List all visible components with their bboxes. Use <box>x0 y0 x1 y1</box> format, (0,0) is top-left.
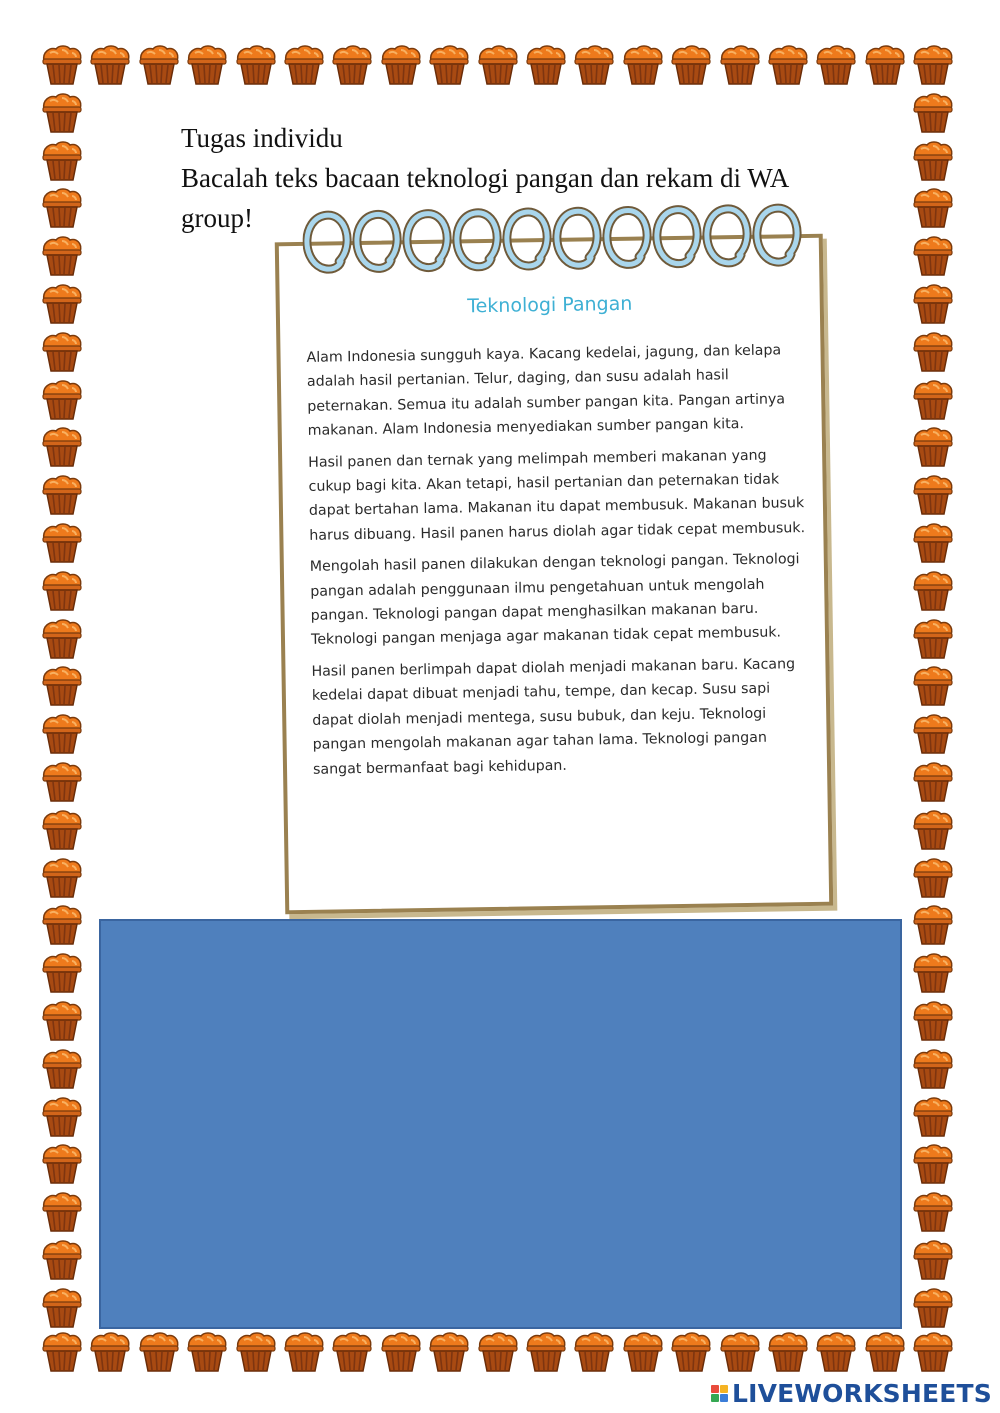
muffin-icon <box>234 44 278 86</box>
logo-text: LIVEWORKSHEETS <box>731 1378 992 1408</box>
spiral-ring-icon <box>506 212 547 267</box>
muffin-icon <box>88 44 132 86</box>
muffin-icon <box>911 904 955 946</box>
muffin-icon <box>476 1331 520 1373</box>
muffin-icon <box>40 474 84 516</box>
muffin-icon <box>476 44 520 86</box>
muffin-icon <box>40 1096 84 1138</box>
spiral-ring-icon <box>357 214 398 269</box>
muffin-icon <box>911 92 955 134</box>
muffin-icon <box>863 1331 907 1373</box>
muffin-icon <box>621 44 665 86</box>
muffin-icon <box>911 187 955 229</box>
notebook-card <box>275 234 833 915</box>
paragraph: Hasil panen dan ternak yang melimpah memberi makanan yang cukup bagi kita. Akan tetapi, hasil pertanian dan peternakan tidak dapat bertahan lama. Makanan itu dapat membusuk. Makanan busuk harus dibuang. Hasil panen harus diolah agar tidak cepat membusuk. <box>308 447 806 544</box>
notebook-title: Teknologi Pangan <box>467 292 633 318</box>
muffin-icon <box>40 1239 84 1281</box>
muffin-icon <box>40 379 84 421</box>
muffin-icon <box>572 44 616 86</box>
muffin-icon <box>911 1143 955 1185</box>
muffin-icon <box>40 857 84 899</box>
spiral-ring-icon <box>406 213 447 268</box>
muffin-icon <box>911 522 955 564</box>
notebook-body <box>306 338 809 789</box>
spiral-ring-icon <box>656 209 697 264</box>
spiral-ring-icon <box>606 210 647 265</box>
muffin-icon <box>40 1143 84 1185</box>
muffin-icon <box>40 522 84 564</box>
muffin-icon <box>911 857 955 899</box>
spiral-ring-icon <box>756 208 797 263</box>
paragraph: Hasil panen berlimpah dapat diolah menjadi makanan baru. Kacang kedelai dapat dibuat menjadi tahu, tempe, dan kecap. Susu sapi dapat diolah menjadi mentega, susu bubuk, dan keju. Teknologi pangan mengolah makanan agar tahan lama. Teknologi pangan sangat bermanfaat bagi kehidupan. <box>311 656 796 778</box>
muffin-icon <box>863 44 907 86</box>
muffin-icon <box>40 331 84 373</box>
muffin-icon <box>766 1331 810 1373</box>
muffin-icon <box>234 1331 278 1373</box>
muffin-icon <box>40 570 84 612</box>
muffin-icon <box>911 1048 955 1090</box>
muffin-icon <box>40 187 84 229</box>
spiral-ring-icon <box>307 215 348 270</box>
muffin-icon <box>379 44 423 86</box>
muffin-icon <box>40 283 84 325</box>
muffin-icon <box>814 1331 858 1373</box>
muffin-icon <box>669 44 713 86</box>
muffin-icon <box>524 1331 568 1373</box>
instruction-text: Bacalah teks bacaan teknologi pangan dan rekam di WA <box>181 163 790 193</box>
muffin-icon <box>911 235 955 277</box>
muffin-icon <box>137 1331 181 1373</box>
muffin-icon <box>911 618 955 660</box>
muffin-icon <box>766 44 810 86</box>
muffin-icon <box>40 1000 84 1042</box>
muffin-icon <box>40 952 84 994</box>
muffin-icon <box>911 1239 955 1281</box>
muffin-icon <box>911 713 955 755</box>
answer-box[interactable] <box>99 919 902 1329</box>
muffin-icon <box>911 1191 955 1233</box>
muffin-icon <box>911 1096 955 1138</box>
spiral-ring-icon <box>456 213 497 268</box>
muffin-icon <box>911 379 955 421</box>
muffin-icon <box>379 1331 423 1373</box>
muffin-icon <box>427 44 471 86</box>
muffin-icon <box>911 570 955 612</box>
muffin-icon <box>718 44 762 86</box>
muffin-icon <box>40 761 84 803</box>
muffin-icon <box>330 1331 374 1373</box>
muffin-icon <box>911 761 955 803</box>
muffin-icon <box>40 809 84 851</box>
muffin-icon <box>572 1331 616 1373</box>
spiral-ring-icon <box>556 211 597 266</box>
muffin-icon <box>137 44 181 86</box>
muffin-icon <box>40 1287 84 1329</box>
muffin-icon <box>911 474 955 516</box>
muffin-icon <box>427 1331 471 1373</box>
muffin-icon <box>621 1331 665 1373</box>
muffin-icon <box>40 140 84 182</box>
muffin-icon <box>40 665 84 707</box>
muffin-icon <box>524 44 568 86</box>
instruction-text-continued: group! <box>181 203 253 233</box>
muffin-icon <box>669 1331 713 1373</box>
paragraph: Mengolah hasil panen dilakukan dengan teknologi pangan. Teknologi pangan adalah penggunaan ilmu pengetahuan untuk mengolah pangan. Teknologi pangan dapat menghasilkan makanan baru. Teknologi pangan menjaga agar makanan tidak cepat membusuk. <box>309 551 800 649</box>
muffin-icon <box>40 1191 84 1233</box>
muffin-icon <box>88 1331 132 1373</box>
muffin-icon <box>911 1000 955 1042</box>
muffin-icon <box>40 904 84 946</box>
muffin-icon <box>911 331 955 373</box>
muffin-icon <box>40 426 84 468</box>
muffin-icon <box>911 140 955 182</box>
muffin-icon <box>911 426 955 468</box>
muffin-icon <box>282 1331 326 1373</box>
muffin-icon <box>814 44 858 86</box>
muffin-icon <box>911 1331 955 1373</box>
liveworksheets-logo-icon <box>711 1385 728 1402</box>
muffin-icon <box>40 1331 84 1373</box>
muffin-icon <box>911 1287 955 1329</box>
muffin-icon <box>330 44 374 86</box>
paragraph: Alam Indonesia sungguh kaya. Kacang kedelai, jagung, dan kelapa adalah hasil pertanian. Telur, daging, dan susu adalah hasil peternakan. Semua itu adalah sumber pangan kita. Pangan artinya makanan. Alam Indonesia menyediakan sumber pangan kita. <box>306 342 786 440</box>
muffin-icon <box>40 713 84 755</box>
instruction-title: Tugas individu <box>181 123 343 153</box>
muffin-icon <box>911 809 955 851</box>
muffin-icon <box>40 1048 84 1090</box>
spiral-binding-icon <box>302 198 803 296</box>
muffin-icon <box>40 92 84 134</box>
muffin-icon <box>911 952 955 994</box>
liveworksheets-logo <box>711 1376 992 1410</box>
muffin-icon <box>40 618 84 660</box>
muffin-icon <box>282 44 326 86</box>
muffin-icon <box>911 283 955 325</box>
muffin-icon <box>40 235 84 277</box>
muffin-icon <box>911 44 955 86</box>
muffin-icon <box>911 665 955 707</box>
muffin-icon <box>40 44 84 86</box>
muffin-icon <box>185 44 229 86</box>
muffin-icon <box>185 1331 229 1373</box>
spiral-ring-icon <box>706 209 747 264</box>
muffin-icon <box>718 1331 762 1373</box>
